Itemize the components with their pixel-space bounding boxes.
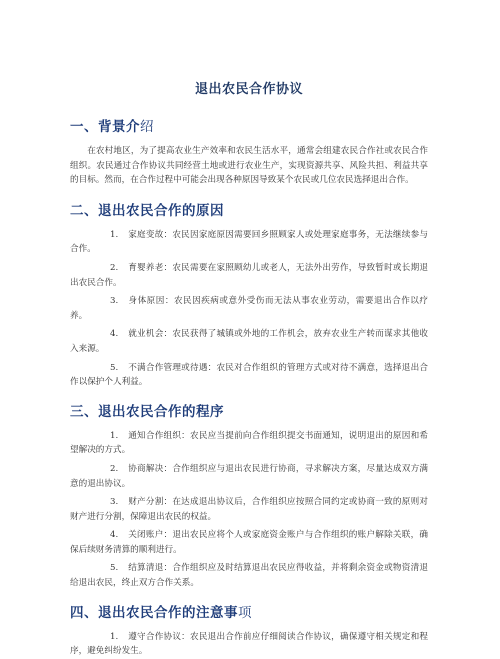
- list-text: 结算清退：合作组织应及时结算退出农民应得收益，并将剩余资金或物资清退给退出农民，终止双方合作关系。: [70, 563, 428, 589]
- heading-text: 三、退出农民合作的程序: [70, 403, 224, 420]
- list-text: 协商解决：合作组织应与退出农民进行协商，寻求解决方案，尽量达成双方满意的退出协议。: [70, 463, 428, 489]
- list-number: 1.: [110, 430, 119, 441]
- section-notes: [70, 601, 428, 659]
- heading-text-light: 项: [238, 604, 252, 621]
- list-number: 4.: [110, 329, 119, 340]
- heading-text: 一、背景介: [70, 119, 140, 135]
- list-item: [70, 630, 428, 659]
- list-text: 财产分割：在达成退出协议后，合作组织应按照合同约定或协商一致的原则对财产进行分割，保障退出农民的权益。: [70, 497, 428, 522]
- list-number: 1.: [110, 229, 119, 240]
- list-text: 育婴养老：农民需要在家照顾幼儿或老人，无法外出劳作，导致暂时或长期退出农民合作。: [70, 262, 428, 288]
- list-item: [70, 462, 428, 491]
- list-item: [70, 228, 428, 257]
- section-heading: [70, 601, 428, 621]
- list-item: [70, 495, 428, 524]
- list-item: [70, 361, 428, 390]
- list-text: 身体原因：农民因疾病或意外受伤而无法从事农业劳动，需要退出合作以疗养。: [70, 296, 428, 321]
- list-text: 家庭变故：农民因家庭原因需要回乡照顾家人或处理家庭事务，无法继续参与合作。: [70, 229, 428, 255]
- list-item: [70, 528, 428, 557]
- list-number: 4.: [110, 530, 119, 541]
- list-item: [70, 429, 428, 458]
- paragraph: 在农村地区，为了提高农业生产效率和农民生活水平，通常会组建农民合作社或农民合作组织。农民通过合作协议共同经营土地或进行农业生产，实现资源共享、风险共担、利益共享的目标。然而，在合作过程中可能会出现各种原因导致某个农民或几位农民选择退出合作。: [70, 146, 428, 186]
- list-text: 就业机会：农民获得了城镇或外地的工作机会，放弃农业生产转而谋求其他收入来源。: [70, 329, 428, 354]
- list-text: 通知合作组织：农民应当提前向合作组织提交书面通知，说明退出的原因和希望解决的方式。: [70, 430, 428, 456]
- list-number: 5.: [110, 362, 119, 373]
- list-number: 2.: [110, 463, 119, 474]
- list-text: 关闭账户：退出农民应将个人或家庭资金账户与合作组织的账户解除关联，确保后续财务清算的顺利进行。: [70, 530, 428, 555]
- list-number: 2.: [110, 262, 119, 273]
- document-title: 退出农民合作协议: [194, 82, 303, 97]
- list-item: [70, 327, 428, 356]
- section-heading: [70, 199, 428, 219]
- list-item: [70, 294, 428, 323]
- list-text: 不满合作管理或待遇：农民对合作组织的管理方式或对待不满意，选择退出合作以保护个人利益。: [70, 362, 428, 388]
- list-number: 3.: [110, 296, 119, 307]
- heading-text: 四、退出农民合作的注意事: [70, 604, 238, 621]
- section-heading: [70, 115, 428, 135]
- section-heading: [70, 400, 428, 420]
- list-number: 3.: [110, 497, 119, 508]
- section-reasons: [70, 199, 428, 390]
- list-item: [70, 561, 428, 590]
- heading-text: 二、退出农民合作的原因: [70, 202, 224, 219]
- heading-text-light: 绍: [140, 119, 154, 135]
- list-number: 5.: [110, 563, 119, 574]
- list-text: 遵守合作协议：农民退出合作前应仔细阅读合作协议，确保遵守相关规定和程序，避免纠纷发生。: [70, 631, 428, 657]
- list-item: [70, 261, 428, 290]
- section-procedure: [70, 400, 428, 591]
- list-number: 1.: [110, 631, 119, 642]
- section-background: [70, 115, 428, 188]
